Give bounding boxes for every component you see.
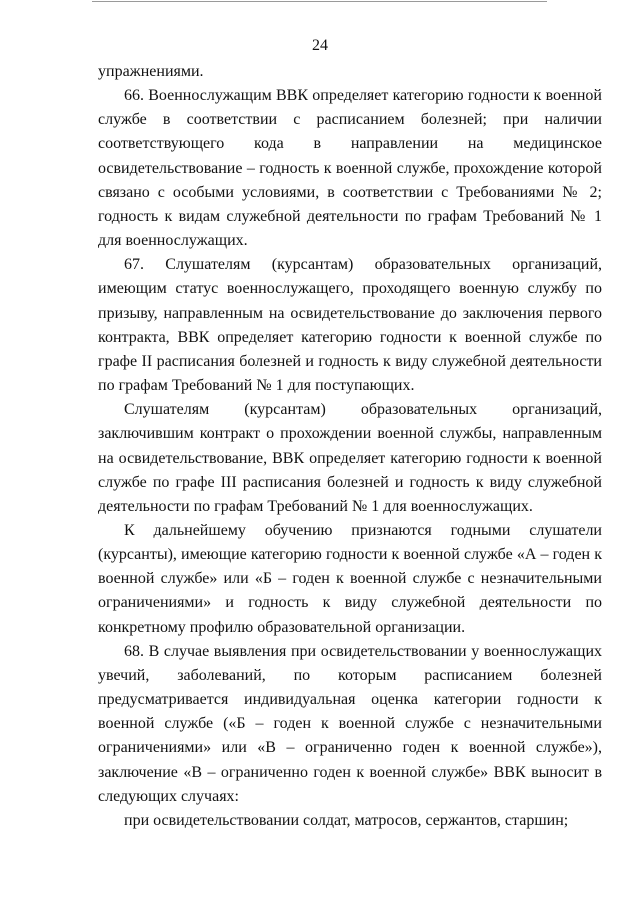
document-body [98, 60, 602, 833]
page-number: 24 [312, 37, 328, 54]
top-rule [92, 1, 547, 2]
paragraph-68-case-soldiers: при освидетельствовании солдат, матросов, сержантов, старшин; [124, 811, 569, 829]
paragraph-continuation: упражнениями. [98, 63, 204, 80]
paragraph-67-contract: Слушателям (курсантам) образовательных организаций, заключившим контракт о прохождении военной службы, направленным на освидетельствование, ВВК определяет категорию годности к военной службе по графе III расписания болезней и годность к виду служебной деятельности по графам Требований № 1 для военнослужащих. [98, 401, 602, 515]
paragraph-66: 66. Военнослужащим ВВК определяет категорию годности к военной службе в соответствии с расписанием болезней; при наличии соответствующего кода в направлении на медицинское освидетельствование – годность к военной службе, прохождение которой связано с особыми условиями, в соответствии с Требованиями № 2; годность к видам служебной деятельности по графам Требований № 1 для военнослужащих. [98, 87, 602, 250]
paragraph-67: 67. Слушателям (курсантам) образовательных организаций, имеющим статус военнослужащего, проходящего военную службу по призыву, направленным на освидетельствование до заключения первого контракта, ВВК определяет категорию годности к военной службе по графе II расписания болезней и годность к виду служебной деятельности по графам Требований № 1 для поступающих. [98, 256, 602, 395]
paragraph-68: 68. В случае выявления при освидетельствовании у военнослужащих увечий, заболеваний, по которым расписанием болезней предусматривается индивидуальная оценка категории годности к военной службе («Б – годен к военной службе с незначительными ограничениями» или «В – ограниченно годен к военной службе»), заключение «В – ограниченно годен к военной службе» ВВК выносит в следующих случаях: [98, 642, 602, 805]
paragraph-67-further-training: К дальнейшему обучению признаются годными слушатели (курсанты), имеющие категорию годности к военной службе «А – годен к военной службе» или «Б – годен к военной службе с незначительными ограничениями» и годность к виду служебной деятельности по конкретному профилю образовательной организации. [98, 521, 602, 636]
